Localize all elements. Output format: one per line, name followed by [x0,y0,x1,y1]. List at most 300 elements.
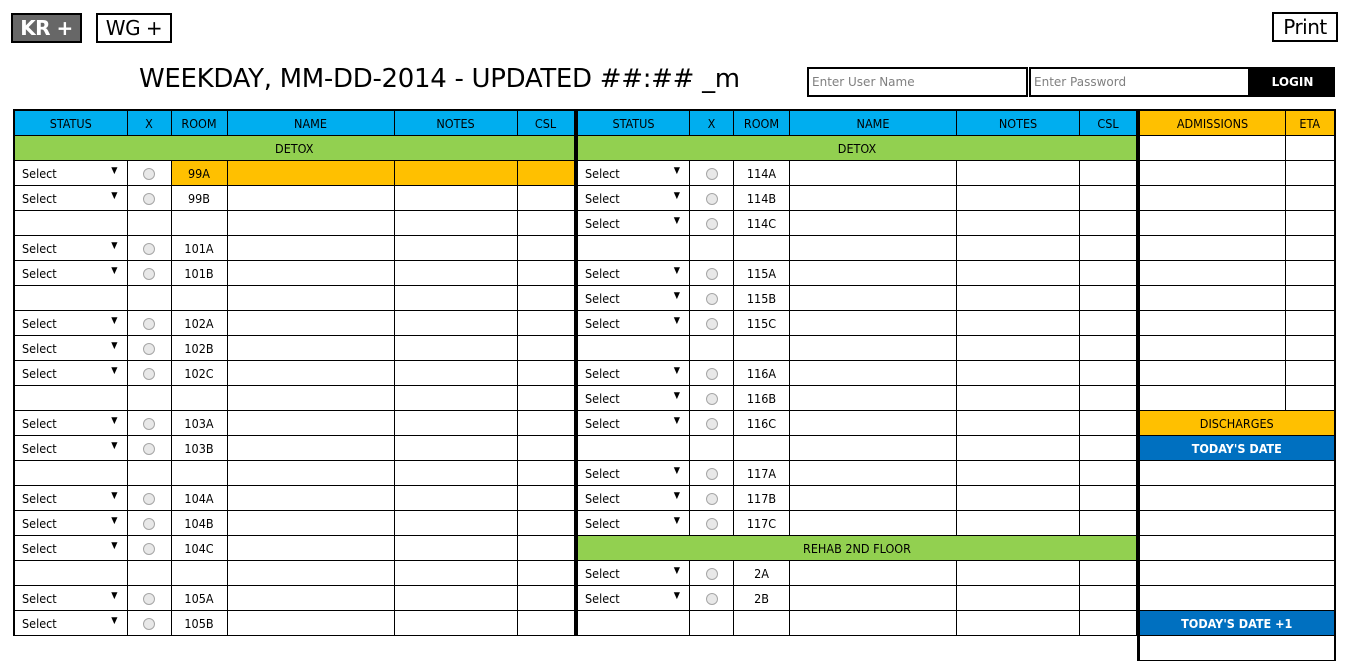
discharge-radio-cell [127,336,171,361]
admission-row [1139,311,1335,336]
dropdown-arrow-icon: ▼ [111,316,118,326]
notes-cell[interactable] [957,386,1080,411]
notes-cell[interactable] [394,586,517,611]
radio-button[interactable] [143,268,155,280]
status-select[interactable] [14,161,127,186]
name-cell[interactable] [227,261,394,286]
discharge-cell [1139,536,1335,561]
status-select[interactable] [577,361,690,386]
status-select[interactable] [14,611,127,636]
csl-cell[interactable] [1080,461,1137,486]
discharge-radio-cell [127,261,171,286]
discharge-radio-cell [127,411,171,436]
radio-button[interactable] [143,318,155,330]
table-row [577,261,1137,286]
admission-row [1139,186,1335,211]
admission-row [1139,136,1335,161]
csl-cell[interactable] [517,361,574,386]
name-cell[interactable] [227,411,394,436]
notes-cell[interactable] [957,486,1080,511]
csl-cell[interactable] [517,511,574,536]
notes-cell[interactable] [394,511,517,536]
radio-button[interactable] [143,593,155,605]
status-select-value: Select [585,265,620,281]
status-select-value: Select [22,615,57,631]
admission-eta-cell[interactable] [1286,361,1335,386]
notes-cell[interactable] [957,561,1080,586]
column-header-csl: CSL [517,110,574,136]
table-row [14,511,574,536]
empty-cell [394,286,517,311]
kr-add-button[interactable]: KR + [11,13,82,43]
header-row [14,110,574,136]
admission-name-cell[interactable] [1139,161,1286,186]
table-row [14,536,574,561]
room-cell: 105A [171,586,227,611]
radio-button[interactable] [706,593,718,605]
notes-cell[interactable] [394,261,517,286]
name-cell[interactable] [227,536,394,561]
empty-cell [734,436,790,461]
name-cell[interactable] [227,586,394,611]
table-row [14,361,574,386]
name-cell[interactable] [227,486,394,511]
room-cell: 117C [734,511,790,536]
radio-button[interactable] [143,493,155,505]
print-button[interactable]: Print [1272,12,1338,42]
eta-header: ETA [1286,110,1335,136]
admission-row [1139,386,1335,411]
status-select[interactable] [14,236,127,261]
empty-cell [1080,611,1137,636]
status-select-value: Select [585,290,620,306]
empty-cell [171,386,227,411]
notes-cell[interactable] [394,186,517,211]
table-row [577,186,1137,211]
csl-cell[interactable] [517,586,574,611]
dropdown-arrow-icon: ▼ [673,366,680,376]
name-cell[interactable] [790,161,957,186]
notes-cell[interactable] [394,236,517,261]
status-select[interactable] [14,486,127,511]
status-select[interactable] [14,536,127,561]
discharge-radio-cell [690,586,734,611]
todays-date-plus1-header: TODAY'S DATE +1 [1139,611,1335,636]
status-select-value: Select [22,540,57,556]
notes-cell[interactable] [394,486,517,511]
notes-cell[interactable] [957,461,1080,486]
csl-cell[interactable] [1080,286,1137,311]
room-cell: 116A [734,361,790,386]
empty-cell [577,236,690,261]
admission-name-cell[interactable] [1139,186,1286,211]
name-cell[interactable] [790,286,957,311]
status-select[interactable] [577,411,690,436]
notes-cell[interactable] [394,611,517,636]
csl-cell[interactable] [517,486,574,511]
dropdown-arrow-icon: ▼ [111,616,118,626]
radio-button[interactable] [143,618,155,630]
radio-button[interactable] [143,243,155,255]
name-cell[interactable] [790,461,957,486]
csl-cell[interactable] [517,236,574,261]
empty-cell [1080,336,1137,361]
dropdown-arrow-icon: ▼ [111,241,118,251]
name-cell[interactable] [790,411,957,436]
radio-button[interactable] [706,568,718,580]
status-select-value: Select [22,590,57,606]
discharge-radio-cell [127,161,171,186]
csl-cell[interactable] [517,261,574,286]
notes-cell[interactable] [394,411,517,436]
table-row [14,411,574,436]
login-button[interactable]: LOGIN [1250,67,1335,97]
status-select[interactable] [577,511,690,536]
name-cell[interactable] [227,436,394,461]
status-select[interactable] [14,436,127,461]
table-row [577,386,1137,411]
empty-cell [227,211,394,236]
wg-add-button[interactable]: WG + [96,13,172,43]
csl-cell[interactable] [1080,261,1137,286]
radio-button[interactable] [143,543,155,555]
csl-cell[interactable] [1080,586,1137,611]
notes-cell[interactable] [957,411,1080,436]
right-census-table [575,109,1137,636]
csl-cell[interactable] [517,186,574,211]
radio-button[interactable] [706,368,718,380]
name-cell[interactable] [790,511,957,536]
radio-button[interactable] [143,168,155,180]
name-cell[interactable] [227,236,394,261]
name-cell[interactable] [790,586,957,611]
admission-row [1139,336,1335,361]
name-cell[interactable] [790,361,957,386]
csl-cell[interactable] [1080,186,1137,211]
admission-name-cell[interactable] [1139,311,1286,336]
notes-cell[interactable] [957,586,1080,611]
empty-cell [577,436,690,461]
table-row [577,211,1137,236]
notes-cell[interactable] [957,511,1080,536]
radio-button[interactable] [706,518,718,530]
empty-cell [690,436,734,461]
status-select[interactable] [14,411,127,436]
admission-name-cell[interactable] [1139,136,1286,161]
status-select-value: Select [22,365,57,381]
admission-name-cell[interactable] [1139,261,1286,286]
empty-cell [127,386,171,411]
notes-cell[interactable] [957,286,1080,311]
discharge-radio-cell [127,186,171,211]
table-row [14,586,574,611]
empty-cell [227,386,394,411]
table-row [577,361,1137,386]
admission-eta-cell[interactable] [1286,336,1335,361]
table-row [14,386,574,411]
status-select[interactable] [14,336,127,361]
discharge-cell [1139,486,1335,511]
dropdown-arrow-icon: ▼ [673,591,680,601]
csl-cell[interactable] [1080,511,1137,536]
empty-cell [14,386,127,411]
radio-button[interactable] [706,393,718,405]
admission-row [1139,286,1335,311]
dropdown-arrow-icon: ▼ [673,316,680,326]
admission-name-cell[interactable] [1139,236,1286,261]
room-cell: 102C [171,361,227,386]
table-row [14,186,574,211]
radio-button[interactable] [706,268,718,280]
csl-cell[interactable] [1080,411,1137,436]
name-cell[interactable] [227,361,394,386]
notes-cell[interactable] [394,361,517,386]
radio-button[interactable] [143,518,155,530]
notes-cell[interactable] [394,436,517,461]
admission-eta-cell[interactable] [1286,261,1335,286]
dropdown-arrow-icon: ▼ [111,591,118,601]
status-select-value: Select [22,490,57,506]
status-select[interactable] [577,211,690,236]
status-select[interactable] [577,161,690,186]
discharge-radio-cell [690,386,734,411]
csl-cell[interactable] [1080,386,1137,411]
csl-cell[interactable] [517,611,574,636]
radio-button[interactable] [706,218,718,230]
status-select[interactable] [577,561,690,586]
room-cell: 101B [171,261,227,286]
table-row [14,461,574,486]
table-row [577,286,1137,311]
column-header-status: STATUS [14,110,127,136]
dropdown-arrow-icon: ▼ [673,491,680,501]
admission-eta-cell[interactable] [1286,186,1335,211]
name-cell[interactable] [227,186,394,211]
radio-button[interactable] [143,368,155,380]
status-select[interactable] [14,261,127,286]
admissions-discharges-table [1137,109,1336,661]
name-cell[interactable] [227,161,394,186]
csl-cell[interactable] [1080,211,1137,236]
table-row [14,561,574,586]
notes-cell[interactable] [957,361,1080,386]
dropdown-arrow-icon: ▼ [673,566,680,576]
empty-cell [14,211,127,236]
room-cell: 105B [171,611,227,636]
status-select[interactable] [14,311,127,336]
name-cell[interactable] [790,261,957,286]
empty-cell [14,286,127,311]
notes-cell[interactable] [394,311,517,336]
admission-name-cell[interactable] [1139,286,1286,311]
notes-cell[interactable] [957,186,1080,211]
discharge-cell [1139,561,1335,586]
status-select[interactable] [14,186,127,211]
empty-cell [790,236,957,261]
discharge-cell-row [1139,586,1335,611]
name-cell[interactable] [790,386,957,411]
section-label: DETOX [14,136,574,161]
empty-cell [957,611,1080,636]
discharge-radio-cell [127,486,171,511]
admission-row [1139,361,1335,386]
dropdown-arrow-icon: ▼ [673,216,680,226]
radio-button[interactable] [143,443,155,455]
empty-cell [957,336,1080,361]
admission-name-cell[interactable] [1139,211,1286,236]
room-cell: 101A [171,236,227,261]
discharge-cell-row [1139,511,1335,536]
room-cell: 114A [734,161,790,186]
empty-cell [1080,436,1137,461]
dropdown-arrow-icon: ▼ [673,291,680,301]
room-cell: 99B [171,186,227,211]
radio-button[interactable] [706,418,718,430]
room-cell: 104A [171,486,227,511]
empty-cell [690,611,734,636]
radio-button[interactable] [706,193,718,205]
notes-cell[interactable] [957,161,1080,186]
admission-eta-cell[interactable] [1286,211,1335,236]
status-select[interactable] [577,586,690,611]
status-select[interactable] [577,286,690,311]
admission-name-cell[interactable] [1139,361,1286,386]
status-select[interactable] [577,486,690,511]
radio-button[interactable] [706,293,718,305]
section-label: DETOX [577,136,1137,161]
todays-date-header: TODAY'S DATE [1139,436,1335,461]
status-select[interactable] [577,461,690,486]
csl-cell[interactable] [517,436,574,461]
table-row [577,336,1137,361]
csl-cell[interactable] [517,411,574,436]
radio-button[interactable] [706,168,718,180]
table-row [577,486,1137,511]
csl-cell[interactable] [1080,361,1137,386]
radio-button[interactable] [143,193,155,205]
status-select[interactable] [577,386,690,411]
status-select[interactable] [577,186,690,211]
name-cell[interactable] [227,511,394,536]
radio-button[interactable] [706,318,718,330]
status-select[interactable] [14,586,127,611]
admission-eta-cell[interactable] [1286,136,1335,161]
admission-name-cell[interactable] [1139,336,1286,361]
discharge-radio-cell [690,461,734,486]
empty-cell [517,461,574,486]
csl-cell[interactable] [517,311,574,336]
table-row [14,611,574,636]
notes-cell[interactable] [394,161,517,186]
dropdown-arrow-icon: ▼ [673,191,680,201]
username-input[interactable] [807,67,1028,97]
admission-eta-cell[interactable] [1286,386,1335,411]
column-header-name: NAME [227,110,394,136]
notes-cell[interactable] [394,336,517,361]
status-select-value: Select [22,440,57,456]
admission-eta-cell[interactable] [1286,311,1335,336]
empty-cell [14,461,127,486]
status-select-value: Select [22,190,57,206]
discharge-radio-cell [127,536,171,561]
discharge-radio-cell [127,361,171,386]
name-cell[interactable] [790,561,957,586]
name-cell[interactable] [227,336,394,361]
notes-cell[interactable] [394,536,517,561]
status-select-value: Select [585,365,620,381]
column-header-room: ROOM [734,110,790,136]
admission-eta-cell[interactable] [1286,286,1335,311]
status-select[interactable] [577,311,690,336]
discharge-radio-cell [690,486,734,511]
discharge-radio-cell [690,561,734,586]
discharge-radio-cell [690,186,734,211]
status-select-value: Select [585,165,620,181]
csl-cell[interactable] [1080,161,1137,186]
name-cell[interactable] [790,486,957,511]
csl-cell[interactable] [517,536,574,561]
status-select-value: Select [585,415,620,431]
radio-button[interactable] [706,468,718,480]
status-select-value: Select [22,515,57,531]
discharge-cell-row [1139,486,1335,511]
notes-cell[interactable] [957,311,1080,336]
admission-name-cell[interactable] [1139,386,1286,411]
name-cell[interactable] [790,211,957,236]
csl-cell[interactable] [517,161,574,186]
dropdown-arrow-icon: ▼ [673,266,680,276]
dropdown-arrow-icon: ▼ [673,416,680,426]
name-cell[interactable] [790,186,957,211]
header-row [577,110,1137,136]
table-row [577,311,1137,336]
csl-cell[interactable] [1080,486,1137,511]
notes-cell[interactable] [957,211,1080,236]
name-cell[interactable] [227,311,394,336]
empty-cell [957,236,1080,261]
password-input[interactable] [1029,67,1250,97]
column-header-name: NAME [790,110,957,136]
admission-eta-cell[interactable] [1286,236,1335,261]
radio-button[interactable] [706,493,718,505]
status-select[interactable] [577,261,690,286]
empty-cell [957,436,1080,461]
status-select[interactable] [14,511,127,536]
radio-button[interactable] [143,343,155,355]
empty-cell [394,211,517,236]
room-cell: 114B [734,186,790,211]
csl-cell[interactable] [517,336,574,361]
empty-cell [517,386,574,411]
dropdown-arrow-icon: ▼ [111,341,118,351]
csl-cell[interactable] [1080,561,1137,586]
empty-cell [790,436,957,461]
admission-row [1139,261,1335,286]
discharge-cell [1139,636,1335,661]
todays-date-plus1-header-row [1139,611,1335,636]
admission-eta-cell[interactable] [1286,161,1335,186]
name-cell[interactable] [227,611,394,636]
status-select[interactable] [14,361,127,386]
status-select-value: Select [22,415,57,431]
discharge-radio-cell [690,411,734,436]
empty-cell [517,211,574,236]
radio-button[interactable] [143,418,155,430]
csl-cell[interactable] [1080,311,1137,336]
notes-cell[interactable] [957,261,1080,286]
discharge-cell-row [1139,536,1335,561]
name-cell[interactable] [790,311,957,336]
